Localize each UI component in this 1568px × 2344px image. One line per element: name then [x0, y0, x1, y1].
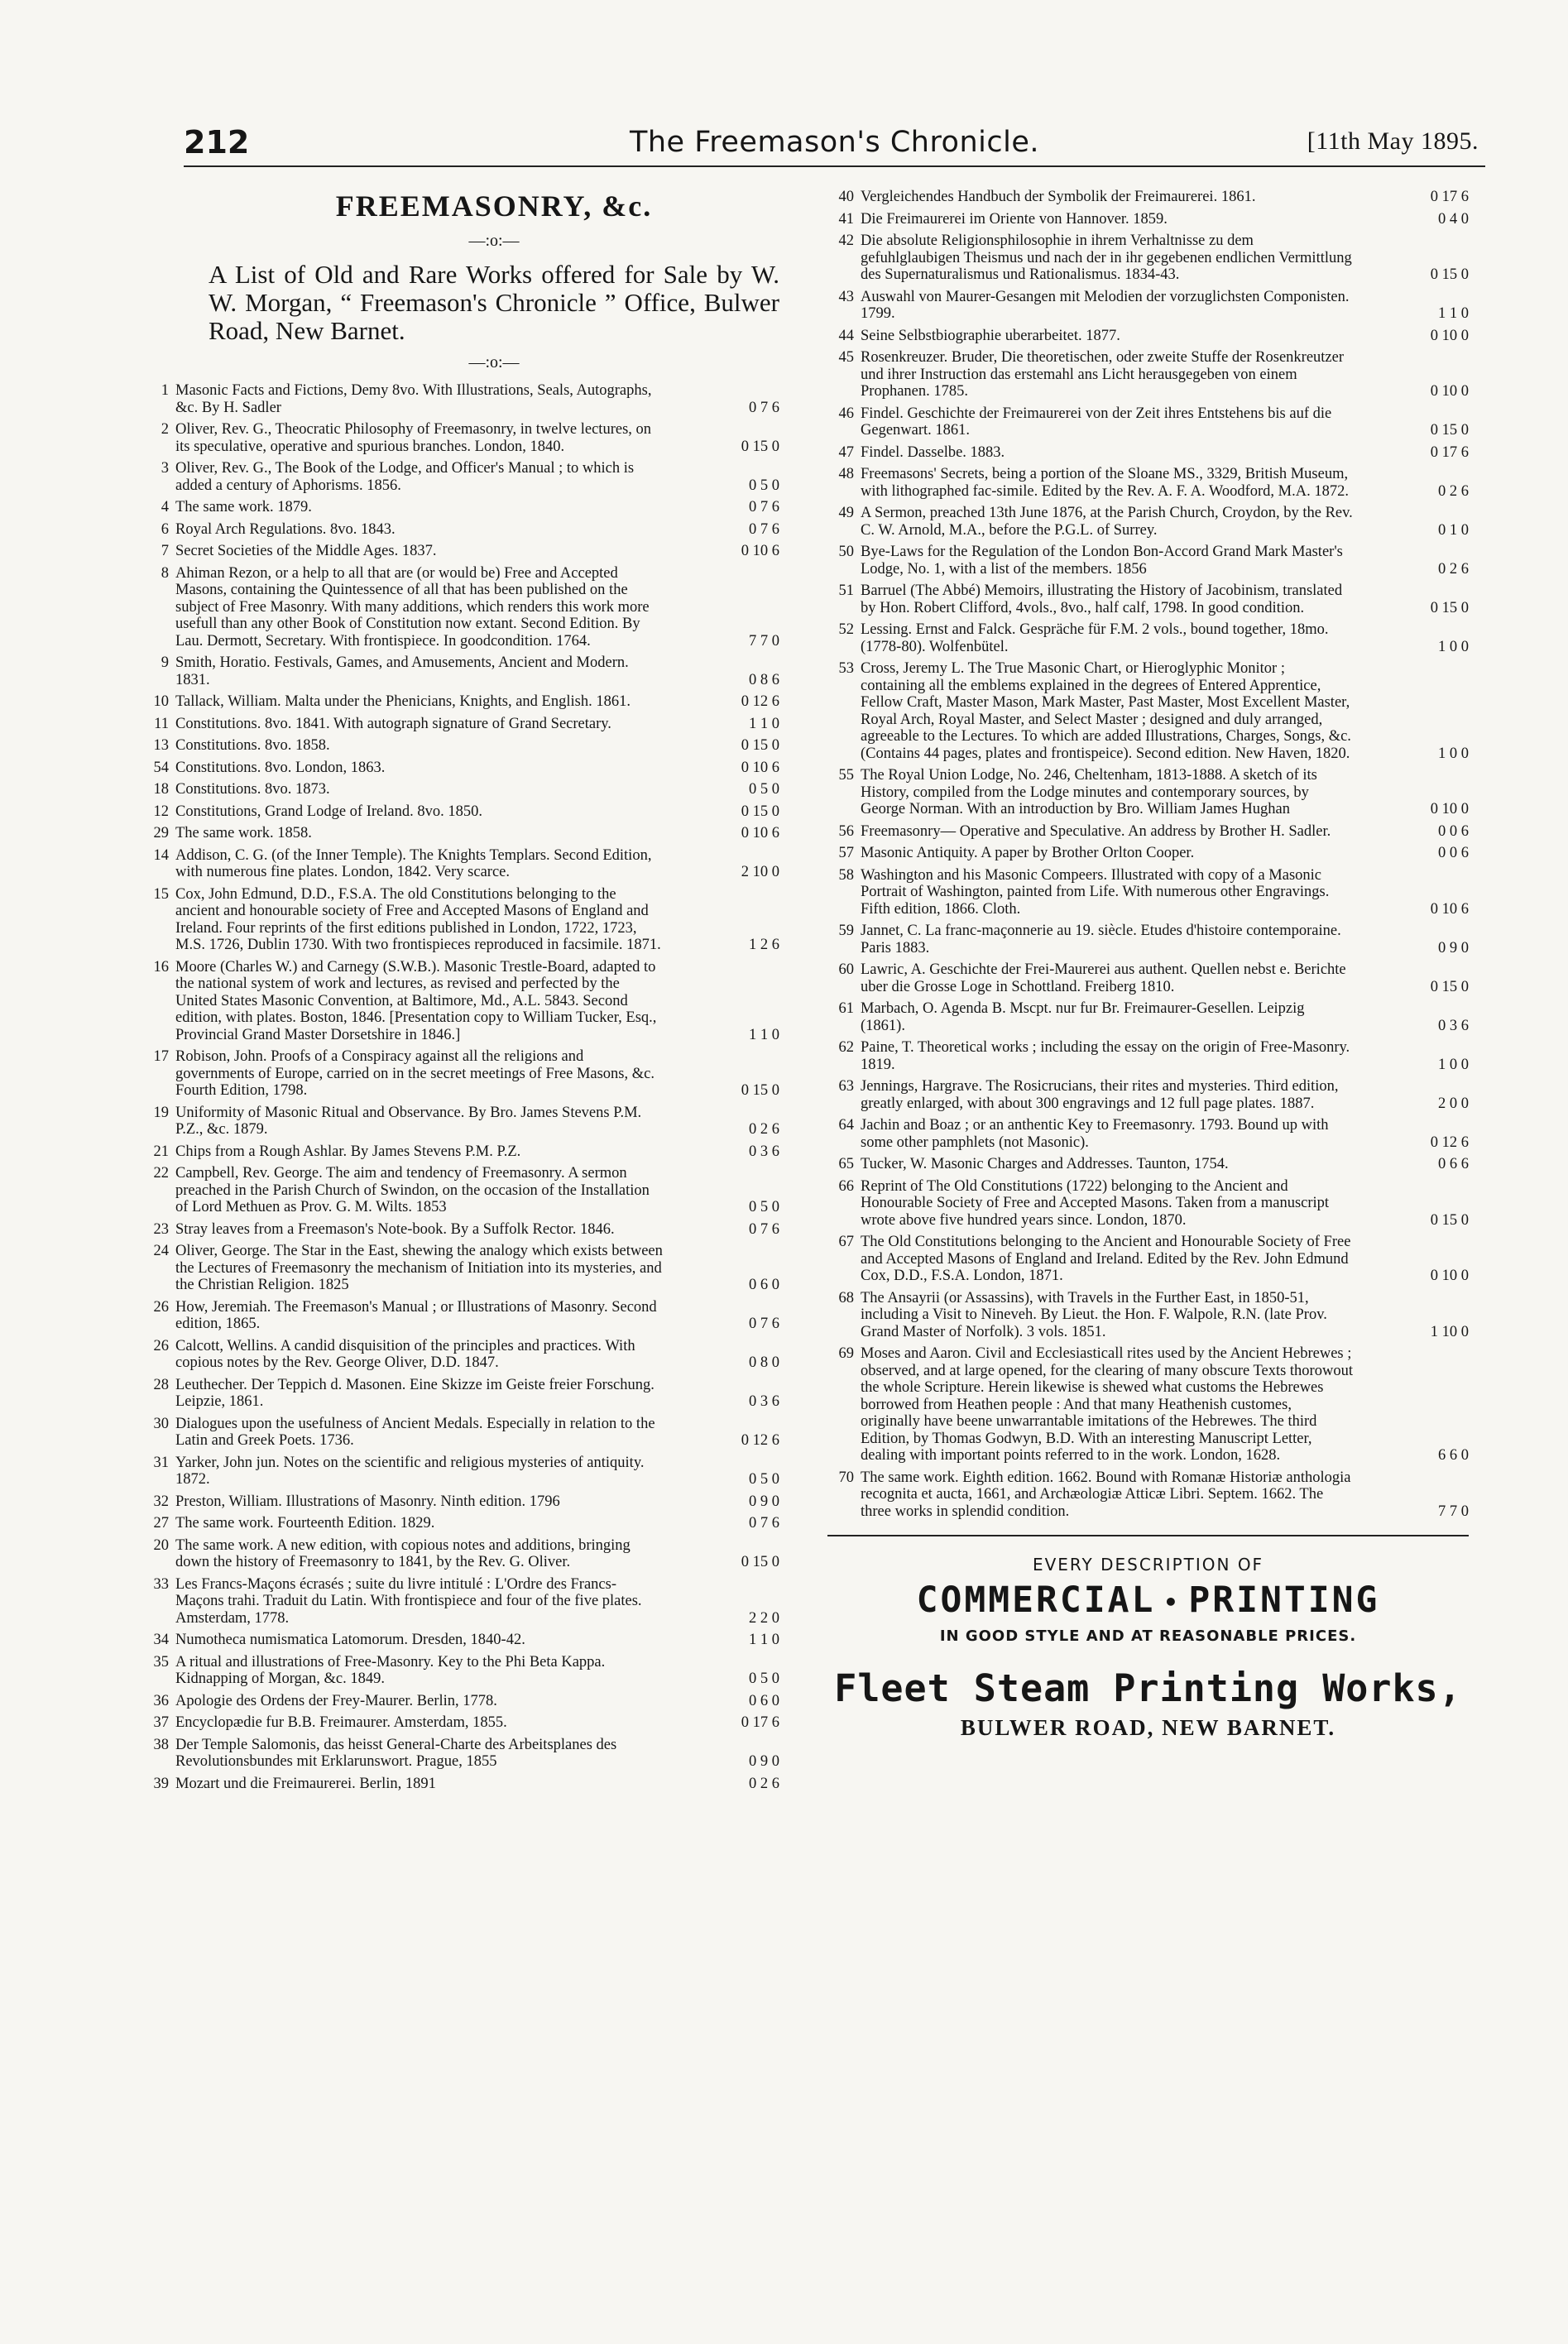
- entry-number: 64: [838, 1117, 854, 1134]
- entry-number: 11: [154, 715, 169, 732]
- entry-text: The Ansayrii (or Assassins), with Travels in the Further East, in 1850-51, including a Visit to Nineveh. By Lieut. the Hon. F. Walpole, R.N. (late Prov. Grand Master of Norfolk). 3 vols. 1851.: [861, 1289, 1327, 1340]
- advert-style-line: IN GOOD STYLE AND AT REASONABLE PRICES.: [939, 1627, 1357, 1645]
- entry-price: 0 15 0: [741, 1082, 779, 1099]
- issue-date: [11th May 1895.: [1307, 127, 1479, 155]
- header-rule: [184, 165, 1485, 167]
- entry-price: 7 7 0: [1438, 1503, 1469, 1520]
- entry-price: 0 15 0: [741, 1554, 779, 1570]
- entry-text: Jachin and Boaz ; or an anthentic Key to Freemasonry. 1793. Bound up with some other pamphlets (not Masonic).: [861, 1117, 1329, 1151]
- catalogue-entry: [142, 693, 779, 711]
- entry-number: 21: [153, 1143, 169, 1160]
- catalogue-entry: [142, 1654, 779, 1688]
- right-entry-list: [827, 189, 1469, 1520]
- catalogue-entry: [142, 565, 779, 650]
- entry-number: 57: [838, 845, 854, 861]
- entry-text: Oliver, George. The Star in the East, shewing the analogy which exists between the Lectures of Freemasonry the mechanism of Initiation into its mysteries, and the Christian Religion. 1825: [175, 1243, 663, 1293]
- entry-text: Stray leaves from a Freemason's Note-book. By a Suffolk Rector. 1846.: [175, 1220, 615, 1238]
- entry-number: 28: [153, 1376, 169, 1393]
- entry-price: 0 7 6: [749, 399, 779, 416]
- entry-text: Auswahl von Maurer-Gesangen mit Melodien der vorzuglichsten Componisten. 1799.: [861, 288, 1350, 322]
- entry-price: 0 4 0: [1438, 210, 1469, 228]
- entry-text: Robison, John. Proofs of a Conspiracy against all the religions and governments of Europe, carried on in the secret meetings of Free Masons, &c. Fourth Edition, 1798.: [175, 1048, 655, 1099]
- catalogue-entry: [142, 1714, 779, 1732]
- newspaper-title: The Freemason's Chronicle.: [629, 126, 1040, 159]
- catalogue-entry: [827, 767, 1469, 818]
- entry-number: 12: [153, 803, 169, 820]
- catalogue-entry: [827, 961, 1469, 995]
- catalogue-entry: [142, 825, 779, 842]
- entry-price: 1 2 6: [749, 937, 779, 953]
- catalogue-entry: [827, 1290, 1469, 1341]
- entry-price: 0 7 6: [749, 499, 779, 515]
- entry-price: 2 2 0: [749, 1609, 779, 1627]
- entry-number: 54: [153, 759, 169, 776]
- entry-price: 0 8 6: [749, 671, 779, 688]
- catalogue-entry: [827, 867, 1469, 918]
- entry-text: Jennings, Hargrave. The Rosicrucians, their rites and mysteries. Third edition, greatly enlarged, with about 300 engravings and 12 full page plates. 1887.: [861, 1078, 1339, 1112]
- catalogue-entry: [827, 1000, 1469, 1034]
- entry-number: 55: [838, 767, 854, 784]
- entry-price: 0 15 0: [741, 737, 779, 754]
- entry-price: 0 15 0: [1430, 422, 1469, 439]
- entry-text: Les Francs-Maçons écrasés ; suite du livre intitulé : L'Ordre des Francs-Maçons trahi. Traduit du Latin. With frontispiece and four of the five plates. Amsterdam, 1778.: [175, 1575, 642, 1627]
- catalogue-entry: [142, 421, 779, 455]
- entry-price: 0 0 6: [1438, 845, 1469, 861]
- entry-number: 18: [153, 781, 169, 798]
- entry-price: 0 5 0: [749, 477, 779, 494]
- entry-number: 48: [838, 466, 854, 482]
- entry-text: Tucker, W. Masonic Charges and Addresses. Taunton, 1754.: [861, 1156, 1229, 1172]
- entry-text: Addison, C. G. (of the Inner Temple). The Knights Templars. Second Edition, with numerous fine plates. London, 1842. Very scarce.: [175, 846, 652, 880]
- entry-number: 3: [161, 460, 169, 477]
- entry-price: 0 15 0: [1430, 266, 1469, 283]
- entry-price: 0 8 0: [749, 1354, 779, 1371]
- entry-number: 45: [838, 349, 854, 366]
- entry-price: 0 10 0: [1430, 383, 1469, 400]
- entry-number: 66: [838, 1177, 854, 1195]
- entry-text: Calcott, Wellins. A candid disquisition of the principles and practices. With copious notes by the Rev. George Oliver, D.D. 1847.: [175, 1337, 635, 1371]
- entry-number: 37: [153, 1714, 169, 1731]
- entry-text: How, Jeremiah. The Freemason's Manual ; or Illustrations of Masonry. Second edition, 1865.: [175, 1298, 657, 1332]
- entry-number: 36: [153, 1692, 169, 1709]
- catalogue-entry: [827, 1469, 1469, 1521]
- entry-price: 1 1 0: [1438, 305, 1469, 322]
- catalogue-entry: [142, 716, 779, 733]
- catalogue-entry: [142, 1737, 779, 1771]
- entry-price: 0 10 0: [1430, 1268, 1469, 1284]
- entry-text: The same work. Fourteenth Edition. 1829.: [175, 1515, 435, 1532]
- catalogue-entry: [827, 328, 1469, 345]
- advert-rule: [827, 1535, 1469, 1536]
- entry-text: Uniformity of Masonic Ritual and Observance. By Bro. James Stevens P.M. P.Z., &c. 1879.: [175, 1104, 642, 1138]
- entry-text: Constitutions. 8vo. 1858.: [175, 737, 330, 754]
- entry-text: Leuthecher. Der Teppich d. Masonen. Eine Skizze im Geiste freier Forschung. Leipzie, 1861.: [175, 1376, 655, 1410]
- entry-price: 0 6 0: [749, 1692, 779, 1709]
- entry-price: 0 5 0: [749, 1471, 779, 1488]
- ornament-divider-2: —:o:—: [468, 353, 520, 371]
- catalogue-entry: [827, 923, 1469, 956]
- entry-text: Findel. Geschichte der Freimaurerei von der Zeit ihres Entstehens bis auf die Gegenwart. 1861.: [861, 405, 1332, 439]
- catalogue-entry: [142, 1105, 779, 1138]
- entry-price: 0 15 0: [1430, 599, 1469, 616]
- catalogue-entry: [827, 621, 1469, 655]
- catalogue-entry: [142, 382, 779, 416]
- catalogue-entry: [142, 543, 779, 560]
- entry-number: 35: [153, 1653, 169, 1671]
- entry-number: 47: [838, 443, 854, 461]
- entry-text: Barruel (The Abbé) Memoirs, illustrating the History of Jacobinism, translated by Hon. Robert Clifford, 4vols., 8vo., half calf, 1798. In good condition.: [861, 582, 1343, 616]
- entry-number: 31: [153, 1454, 169, 1471]
- catalogue-entry: [827, 582, 1469, 616]
- entry-price: 0 10 6: [741, 759, 779, 776]
- entry-number: 26: [153, 1298, 169, 1316]
- entry-number: 2: [161, 421, 169, 438]
- entry-text: Oliver, Rev. G., Theocratic Philosophy of Freemasonry, in twelve lectures, on its speculative, operative and spurious branches. London, 1840.: [175, 421, 652, 455]
- catalogue-entry: [827, 1117, 1469, 1151]
- entry-text: Constitutions. 8vo. 1873.: [175, 781, 330, 798]
- entry-text: Die absolute Religionsphilosophie in ihrem Verhaltnisse zu dem gefuhlglaubigen Theismus und nach der in ihr gegebenen endlichen Vermittlung des Supernaturalismus und Rationalismus. 1834-43.: [861, 232, 1352, 283]
- entry-number: 13: [153, 737, 169, 754]
- entry-text: The same work. Eighth edition. 1662. Bound with Romanæ Historiæ anthologia recognita et aucta, 1661, and Archæologiæ Atticæ Libri. Septem. 1662. The three works in splendid condition.: [861, 1469, 1351, 1520]
- entry-text: Apologie des Ordens der Frey-Maurer. Berlin, 1778.: [175, 1692, 497, 1709]
- catalogue-entry: [827, 349, 1469, 400]
- entry-price: 0 2 6: [1438, 560, 1469, 578]
- entry-number: 17: [153, 1048, 169, 1065]
- section-title: FREEMASONRY, &c.: [335, 189, 653, 223]
- catalogue-entry: [142, 847, 779, 881]
- entry-text: Moore (Charles W.) and Carnegy (S.W.B.). Masonic Trestle-Board, adapted to the national system of work and lectures, as revised and perfected by the United States Masonic Convention, at Baltimore, Md., A.L. 5843. Second edition, with plates. Boston, 1846. [Presentation copy to William Tucker, Esq., Provincial Grand Master Dorsetshire in 1846.]: [175, 958, 657, 1043]
- entry-price: 1 1 0: [749, 1026, 779, 1043]
- catalogue-entry: [142, 654, 779, 688]
- catalogue-entry: [142, 1338, 779, 1372]
- page-header: [184, 124, 1485, 162]
- entry-price: 0 17 6: [741, 1714, 779, 1731]
- entry-price: 0 3 6: [1438, 1017, 1469, 1034]
- entry-number: 27: [153, 1515, 169, 1532]
- entry-price: 0 15 0: [741, 438, 779, 455]
- entry-number: 6: [161, 520, 169, 538]
- entry-price: 0 10 0: [1430, 327, 1469, 344]
- entry-text: Smith, Horatio. Festivals, Games, and Amusements, Ancient and Modern. 1831.: [175, 654, 629, 688]
- entry-text: Masonic Facts and Fictions, Demy 8vo. With Illustrations, Seals, Autographs, &c. By H. Sadler: [175, 382, 652, 416]
- entry-number: 33: [153, 1575, 169, 1593]
- entry-price: 0 12 6: [1430, 1134, 1469, 1151]
- entry-price: 0 5 0: [749, 1671, 779, 1687]
- entry-price: 0 7 6: [749, 1220, 779, 1238]
- entry-price: 0 1 0: [1438, 521, 1469, 539]
- entry-price: 0 2 6: [1438, 482, 1469, 500]
- entry-price: 0 7 6: [749, 1515, 779, 1532]
- entry-price: 1 1 0: [749, 1632, 779, 1648]
- entry-number: 65: [838, 1156, 854, 1172]
- catalogue-entry: [827, 544, 1469, 578]
- entry-text: Freemasonry— Operative and Speculative. An address by Brother H. Sadler.: [861, 822, 1331, 840]
- entry-number: 46: [838, 405, 854, 422]
- left-column: [142, 189, 779, 1797]
- entry-price: 0 15 0: [1430, 978, 1469, 995]
- entry-price: 0 7 6: [749, 520, 779, 538]
- right-column: [827, 189, 1469, 1741]
- entry-price: 0 9 0: [749, 1493, 779, 1510]
- entry-number: 61: [838, 1000, 854, 1017]
- entry-number: 19: [153, 1104, 169, 1121]
- entry-number: 26: [153, 1337, 169, 1354]
- entry-number: 43: [838, 288, 854, 305]
- entry-number: 8: [161, 564, 169, 582]
- printing-advertisement: [827, 1555, 1469, 1741]
- catalogue-entry: [142, 760, 779, 777]
- catalogue-entry: [142, 1576, 779, 1627]
- entry-text: Der Temple Salomonis, das heisst General-Charte des Arbeitsplanes des Revolutionsbundes mit Erklarunswort. Prague, 1855: [175, 1736, 617, 1770]
- entry-text: Reprint of The Old Constitutions (1722) belonging to the Ancient and Honourable Society of Free and Accepted Masons. Taken from a manuscript wrote above five hundred years since. London, 1870.: [861, 1177, 1330, 1229]
- catalogue-entry: [142, 1048, 779, 1100]
- entry-number: 30: [153, 1415, 169, 1432]
- entry-price: 2 0 0: [1438, 1095, 1469, 1112]
- entry-price: 0 6 6: [1438, 1156, 1469, 1172]
- entry-number: 1: [161, 382, 169, 399]
- entry-text: Yarker, John jun. Notes on the scientific and religious mysteries of antiquity. 1872.: [175, 1454, 645, 1488]
- entry-text: A ritual and illustrations of Free-Masonry. Key to the Phi Beta Kappa. Kidnapping of Morgan, &c. 1849.: [175, 1653, 606, 1687]
- entry-price: 1 1 0: [749, 715, 779, 732]
- entry-text: Campbell, Rev. George. The aim and tendency of Freemasonry. A sermon preached in the Parish Church of Swindon, on the occasion of the Installation of Lord Methuen as Prov. G. M. Wilts. 1853: [175, 1165, 650, 1215]
- entry-price: 0 7 6: [749, 1316, 779, 1332]
- entry-price: 0 5 0: [749, 1199, 779, 1215]
- catalogue-entry: [827, 1345, 1469, 1464]
- entry-text: Chips from a Rough Ashlar. By James Stevens P.M. P.Z.: [175, 1143, 521, 1160]
- catalogue-entry: [142, 886, 779, 954]
- entry-number: 9: [161, 654, 169, 671]
- entry-price: 1 0 0: [1438, 745, 1469, 762]
- catalogue-entry: [827, 845, 1469, 862]
- entry-text: Jannet, C. La franc-maçonnerie au 19. siècle. Etudes d'histoire contemporaine. Paris 1883.: [861, 923, 1341, 956]
- entry-number: 60: [838, 961, 854, 978]
- entry-number: 23: [153, 1220, 169, 1238]
- ornament-divider: —:o:—: [468, 232, 520, 250]
- entry-price: 7 7 0: [749, 632, 779, 650]
- catalogue-entry: [827, 466, 1469, 500]
- entry-price: 6 6 0: [1438, 1447, 1469, 1464]
- entry-price: 0 6 0: [749, 1277, 779, 1293]
- entry-text: Cox, John Edmund, D.D., F.S.A. The old Constitutions belonging to the ancient and honourable society of Free and Accepted Masons of England and Ireland. Four reprints of the first editions published in London, 1722, 1723, M.S. 1726, Dublin 1730. With two frontispieces reproduced in facsimile. 1871.: [175, 885, 661, 953]
- entry-text: Mozart und die Freimaurerei. Berlin, 1891: [175, 1775, 436, 1792]
- entry-price: 0 2 6: [749, 1121, 779, 1138]
- entry-price: 0 9 0: [1438, 939, 1469, 956]
- entry-number: 69: [838, 1345, 854, 1362]
- entry-text: Marbach, O. Agenda B. Mscpt. nur fur Br. Freimaurer-Gesellen. Leipzig (1861).: [861, 1000, 1305, 1034]
- catalogue-entry: [142, 1165, 779, 1216]
- entry-text: Royal Arch Regulations. 8vo. 1843.: [175, 520, 396, 538]
- entry-number: 49: [838, 505, 854, 521]
- catalogue-entry: [827, 405, 1469, 439]
- entry-number: 63: [838, 1078, 854, 1095]
- catalogue-entry: [142, 1632, 779, 1649]
- entry-text: Seine Selbstbiographie uberarbeitet. 1877.: [861, 327, 1120, 344]
- advert-every-description: EVERY DESCRIPTION OF: [1032, 1555, 1264, 1575]
- entry-text: The same work. 1858.: [175, 825, 312, 841]
- entry-number: 70: [838, 1469, 854, 1486]
- entry-text: Rosenkreuzer. Bruder, Die theoretischen, oder zweite Stuffe der Rosenkreutzer und ihrer Instruction das erstemahl ans Licht herausgegeben von einem Prophanen. 1785.: [861, 349, 1345, 400]
- catalogue-entry: [142, 1221, 779, 1239]
- catalogue-entry: [142, 499, 779, 516]
- catalogue-entry: [827, 1078, 1469, 1112]
- catalogue-entry: [142, 781, 779, 798]
- catalogue-entry: [827, 232, 1469, 284]
- entry-price: 0 0 6: [1438, 822, 1469, 840]
- catalogue-entry: [142, 1243, 779, 1294]
- entry-text: Washington and his Masonic Compeers. Illustrated with copy of a Masonic Portrait of Washington, painted from Life. With numerous other Engravings. Fifth edition, 1866. Cloth.: [861, 866, 1330, 918]
- entry-price: 1 0 0: [1438, 638, 1469, 655]
- entry-price: 1 10 0: [1430, 1323, 1469, 1340]
- entry-number: 40: [838, 189, 854, 205]
- catalogue-entry: [827, 1178, 1469, 1230]
- entry-price: 1 0 0: [1438, 1056, 1469, 1073]
- entry-text: Bye-Laws for the Regulation of the London Bon-Accord Grand Mark Master's Lodge, No. 1, with a list of the members. 1856: [861, 544, 1343, 578]
- entry-text: Encyclopædie fur B.B. Freimaurer. Amsterdam, 1855.: [175, 1714, 507, 1731]
- entry-number: 24: [153, 1243, 169, 1259]
- entry-number: 44: [838, 327, 854, 344]
- entry-text: Oliver, Rev. G., The Book of the Lodge, and Officer's Manual ; to which is added a century of Aphorisms. 1856.: [175, 460, 635, 494]
- entry-price: 2 10 0: [741, 864, 779, 880]
- entry-text: Tallack, William. Malta under the Phenicians, Knights, and English. 1861.: [175, 693, 631, 710]
- advert-bullet: •: [1163, 1589, 1181, 1616]
- catalogue-entry: [827, 211, 1469, 228]
- catalogue-entry: [142, 1537, 779, 1571]
- entry-text: A Sermon, preached 13th June 1876, at the Parish Church, Croydon, by the Rev. C. W. Arnold, M.A., before the P.G.L. of Surrey.: [861, 505, 1353, 539]
- entry-number: 41: [838, 210, 854, 228]
- entry-text: Ahiman Rezon, or a help to all that are (or would be) Free and Accepted Masons, containing the Quintessence of all that has been published on the subject of Free Masonry. With many additions, which renders this work more usefull than any other Book of Constitution now extant. Second Edition. By Lau. Dermott, Secretary. With frontispiece. In goodcondition. 1764.: [175, 564, 650, 650]
- entry-number: 39: [153, 1775, 169, 1792]
- entry-price: 0 3 6: [749, 1393, 779, 1410]
- entry-number: 4: [161, 499, 169, 515]
- catalogue-entry: [142, 521, 779, 539]
- entry-text: The same work. A new edition, with copious notes and additions, bringing down the history of Freemasonry to 1841, by the Rev. G. Oliver.: [175, 1536, 631, 1570]
- catalogue-entry: [142, 1515, 779, 1532]
- entry-price: 0 17 6: [1430, 443, 1469, 461]
- entry-price: 0 3 6: [749, 1143, 779, 1160]
- catalogue-entry: [142, 1493, 779, 1511]
- catalogue-entry: [142, 460, 779, 494]
- entry-number: 20: [153, 1536, 169, 1554]
- left-entry-list: [142, 382, 779, 1792]
- catalogue-entry: [142, 1776, 779, 1793]
- catalogue-entry: [827, 189, 1469, 206]
- entry-number: 15: [153, 885, 169, 903]
- catalogue-entry: [142, 1143, 779, 1161]
- entry-text: Constitutions. 8vo. 1841. With autograph signature of Grand Secretary.: [175, 715, 611, 732]
- entry-text: Lawric, A. Geschichte der Frei-Maurerei aus authent. Quellen nebst e. Berichte uber die Grosse Loge in Schottland. Freiberg 1810.: [861, 961, 1346, 995]
- advert-address: BULWER ROAD, NEW BARNET.: [960, 1715, 1336, 1740]
- entry-number: 42: [838, 232, 854, 249]
- catalogue-entry: [827, 1039, 1469, 1073]
- entry-text: Masonic Antiquity. A paper by Brother Orlton Cooper.: [861, 845, 1195, 861]
- advert-commercial-printing: [827, 1579, 1469, 1621]
- catalogue-entry: [142, 1693, 779, 1710]
- entry-text: Findel. Dasselbe. 1883.: [861, 443, 1005, 461]
- entry-text: Freemasons' Secrets, being a portion of the Sloane MS., 3329, British Museum, with lithographed fac-simile. Edited by the Rev. A. F. A. Woodford, M.A. 1872.: [861, 466, 1349, 500]
- advert-works-name: Fleet Steam Printing Works,: [834, 1666, 1462, 1710]
- entry-number: 32: [153, 1493, 169, 1510]
- entry-number: 52: [838, 621, 854, 638]
- entry-price: 0 12 6: [741, 1432, 779, 1449]
- entry-number: 7: [161, 543, 169, 559]
- entry-number: 59: [838, 923, 854, 939]
- catalogue-entry: [142, 1299, 779, 1333]
- entry-number: 29: [153, 825, 169, 841]
- entry-text: Preston, William. Illustrations of Masonry. Ninth edition. 1796: [175, 1493, 560, 1510]
- entry-text: Constitutions, Grand Lodge of Ireland. 8vo. 1850.: [175, 803, 482, 820]
- catalogue-entry: [827, 1234, 1469, 1285]
- entry-number: 50: [838, 544, 854, 560]
- entry-number: 51: [838, 582, 854, 599]
- catalogue-entry: [142, 803, 779, 821]
- entry-number: 67: [838, 1234, 854, 1250]
- entry-text: Constitutions. 8vo. London, 1863.: [175, 759, 386, 776]
- entry-text: Numotheca numismatica Latomorum. Dresden, 1840-42.: [175, 1632, 525, 1648]
- entry-text: Dialogues upon the usefulness of Ancient Medals. Especially in relation to the Latin and Greek Poets. 1736.: [175, 1415, 655, 1449]
- entry-number: 22: [153, 1165, 169, 1182]
- catalogue-entry: [142, 1377, 779, 1411]
- entry-number: 14: [153, 846, 169, 864]
- entry-price: 0 5 0: [749, 781, 779, 798]
- entry-price: 0 2 6: [749, 1775, 779, 1792]
- entry-price: 0 10 0: [1430, 801, 1469, 817]
- entry-number: 53: [838, 660, 854, 677]
- entry-text: Secret Societies of the Middle Ages. 1837.: [175, 543, 437, 559]
- section-intro: A List of Old and Rare Works offered for Sale by W. W. Morgan, “ Freemason's Chronicle ” Office, Bulwer Road, New Barnet.: [209, 260, 779, 345]
- entry-number: 56: [838, 822, 854, 840]
- catalogue-entry: [827, 1156, 1469, 1173]
- entry-price: 0 10 6: [741, 543, 779, 559]
- entry-text: Paine, T. Theoretical works ; including the essay on the origin of Free-Masonry. 1819.: [861, 1039, 1350, 1073]
- page-number: 212: [184, 124, 250, 161]
- entry-text: Cross, Jeremy L. The True Masonic Chart, or Hieroglyphic Monitor ; containing all the emblems explained in the degrees of Entered Apprentice, Fellow Craft, Master Mason, Mark Master, Past Master, Most Excellent Master, Royal Arch, Royal Master, and Select Master ; designed and duly arranged, agreeable to the Lectures. To which are added Illustrations, Charges, Songs, &c. (Contains 44 pages, plates and frontispeice). Second edition. New Haven, 1820.: [861, 660, 1351, 762]
- catalogue-entry: [827, 823, 1469, 841]
- entry-number: 62: [838, 1039, 854, 1056]
- entry-text: The same work. 1879.: [175, 499, 312, 515]
- entry-price: 0 12 6: [741, 693, 779, 710]
- catalogue-entry: [142, 1416, 779, 1450]
- entry-number: 10: [153, 693, 169, 710]
- entry-price: 0 17 6: [1430, 189, 1469, 205]
- entry-price: 0 15 0: [741, 803, 779, 820]
- advert-commercial: COMMERCIAL: [916, 1579, 1156, 1621]
- entry-number: 34: [153, 1632, 169, 1648]
- entry-text: Die Freimaurerei im Oriente von Hannover. 1859.: [861, 210, 1168, 228]
- catalogue-entry: [827, 505, 1469, 539]
- catalogue-entry: [142, 1455, 779, 1488]
- entry-number: 38: [153, 1736, 169, 1753]
- catalogue-entry: [142, 737, 779, 755]
- entry-price: 0 9 0: [749, 1753, 779, 1770]
- catalogue-entry: [827, 660, 1469, 762]
- entry-text: The Old Constitutions belonging to the Ancient and Honourable Society of Free and Accepted Masons of England and Ireland. Edited by the Rev. John Edmund Cox, D.D., F.S.A. London, 1871.: [861, 1234, 1351, 1284]
- catalogue-entry: [142, 959, 779, 1044]
- entry-text: Lessing. Ernst and Falck. Gespräche für F.M. 2 vols., bound together, 18mo. (1778-80). Wolfenbütel.: [861, 621, 1329, 655]
- entry-price: 0 10 6: [741, 825, 779, 841]
- entry-price: 0 15 0: [1430, 1211, 1469, 1229]
- entry-price: 0 10 6: [1430, 900, 1469, 918]
- entry-number: 16: [153, 958, 169, 975]
- entry-text: The Royal Union Lodge, No. 246, Cheltenham, 1813-1888. A sketch of its History, compiled from the Lodge minutes and contemporary sources, by George Norman. With an introduction by Bro. William James Hughan: [861, 767, 1317, 817]
- entry-number: 68: [838, 1289, 854, 1306]
- entry-text: Moses and Aaron. Civil and Ecclesiasticall rites used by the Ancient Hebrewes ; observed, and at large opened, for the clearing of many obscure Texts thorowout the whole Scripture. Herein likewise is shewed what customs the Hebrewes borrowed from Heathen people : And that many Heathenish customes, originally have beene unwarrantable imitations of the Hebrewes. The third Edition, by Thomas Godwyn, B.D. With an interesting Manuscript Letter, dealing with important points referred to in the work. London, 1628.: [861, 1345, 1353, 1464]
- entry-number: 58: [838, 866, 854, 884]
- catalogue-entry: [827, 444, 1469, 462]
- catalogue-entry: [827, 289, 1469, 323]
- entry-text: Vergleichendes Handbuch der Symbolik der Freimaurerei. 1861.: [861, 189, 1256, 205]
- advert-printing: PRINTING: [1188, 1579, 1380, 1621]
